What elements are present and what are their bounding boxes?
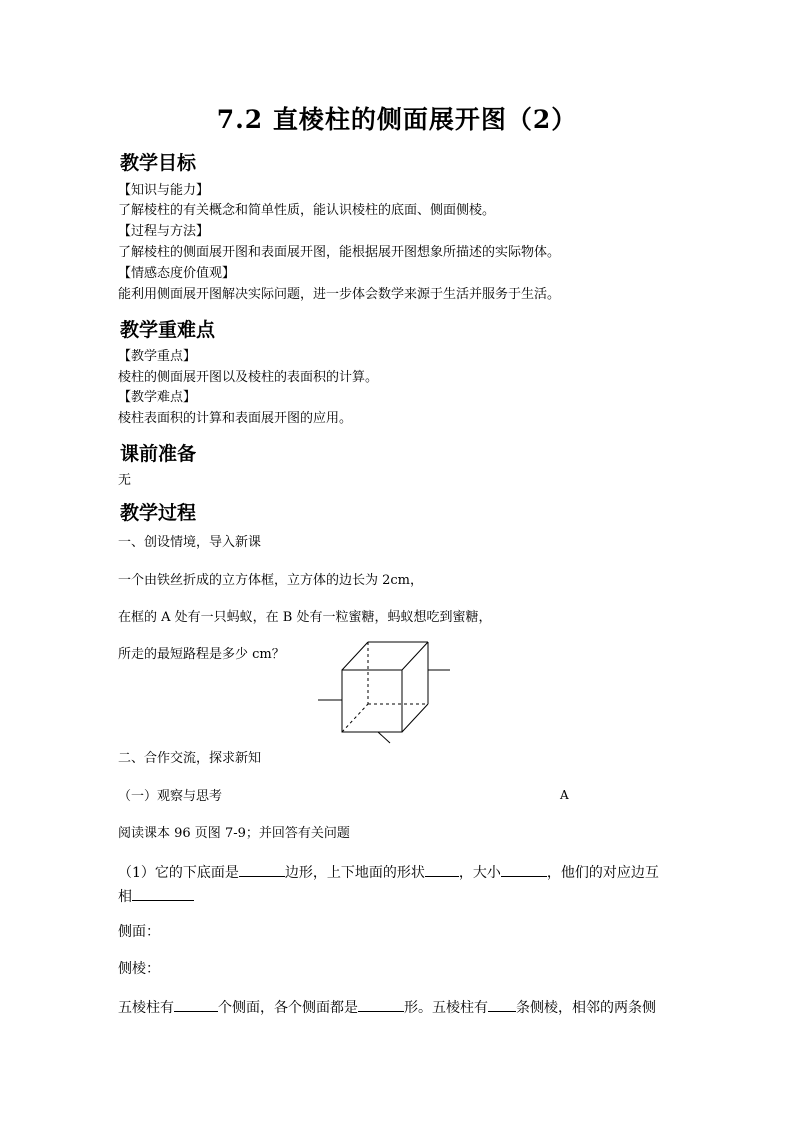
fill-line-2-part-b: 个侧面，各个侧面都是 <box>218 1000 358 1016</box>
fill-line-1-cont <box>118 886 194 906</box>
label-method: 【过程与方法】 <box>118 224 210 239</box>
text-key: 棱柱的侧面展开图以及棱柱的表面积的计算。 <box>118 370 379 385</box>
fill-line-2-part-a: 五棱柱有 <box>118 1000 174 1016</box>
fill-line-1-part-a: （1）它的下底面是 <box>118 865 239 881</box>
fill-line-2-part-d: 条侧棱，相邻的两条侧 <box>516 1000 656 1016</box>
heading-process: 教学过程 <box>120 502 197 524</box>
cube-figure <box>310 630 460 750</box>
question-line-3: 所走的最短路程是多少 cm？ <box>118 647 285 662</box>
heading-prep: 课前准备 <box>120 443 197 465</box>
question-line-1: 一个由铁丝折成的立方体框，立方体的边长为 2cm， <box>118 573 424 588</box>
label-difficulty: 【教学难点】 <box>118 390 197 405</box>
text-knowledge: 了解棱柱的有关概念和简单性质，能认识棱柱的底面、侧面侧棱。 <box>118 203 496 218</box>
question-line-2: 在框的 A 处有一只蚂蚁，在 B 处有一粒蜜糖，蚂蚁想吃到蜜糖， <box>118 610 492 625</box>
heading-objectives: 教学目标 <box>120 152 197 174</box>
text-prep: 无 <box>118 473 132 488</box>
fill-line-1-part-d: ，他们的对应边互 <box>546 865 659 881</box>
blank-corresponding-edges[interactable] <box>132 886 194 901</box>
blank-size[interactable] <box>501 862 547 877</box>
label-key: 【教学重点】 <box>118 349 197 364</box>
fill-line-2 <box>118 997 656 1017</box>
blank-base-sides[interactable] <box>239 862 285 877</box>
read-instruction: 阅读课本 96 页图 7-9；并回答有关问题 <box>118 826 350 841</box>
blank-shape[interactable] <box>425 862 459 877</box>
fill-line-1 <box>118 862 659 882</box>
fill-line-1-part-e: 相 <box>118 889 132 905</box>
text-emotion: 能利用侧面展开图解决实际问题，进一步体会数学来源于生活并服务于生活。 <box>118 287 561 302</box>
point-a-label: A <box>560 788 569 802</box>
subsection-observe: （一）观察与思考 <box>118 789 223 804</box>
label-knowledge: 【知识与能力】 <box>118 183 210 198</box>
label-side-face: 侧面： <box>118 924 160 940</box>
blank-face-shape[interactable] <box>358 997 404 1012</box>
fill-line-2-part-c: 形。五棱柱有 <box>404 1000 488 1016</box>
blank-edge-count[interactable] <box>488 997 516 1012</box>
label-side-edge: 侧棱： <box>118 961 160 977</box>
text-method: 了解棱柱的侧面展开图和表面展开图，能根据展开图想象所描述的实际物体。 <box>118 245 561 260</box>
page-title: 7.2 直棱柱的侧面展开图（2） <box>216 105 578 134</box>
fill-line-1-part-b: 边形，上下地面的形状 <box>284 865 425 881</box>
step-1: 一、创设情境，导入新课 <box>118 535 262 550</box>
heading-key-points: 教学重难点 <box>120 319 216 341</box>
label-emotion: 【情感态度价值观】 <box>118 266 236 281</box>
fill-line-1-part-c: ，大小 <box>458 865 501 881</box>
blank-face-count[interactable] <box>174 997 218 1012</box>
step-2: 二、合作交流，探求新知 <box>118 751 262 766</box>
text-difficulty: 棱柱表面积的计算和表面展开图的应用。 <box>118 411 353 426</box>
